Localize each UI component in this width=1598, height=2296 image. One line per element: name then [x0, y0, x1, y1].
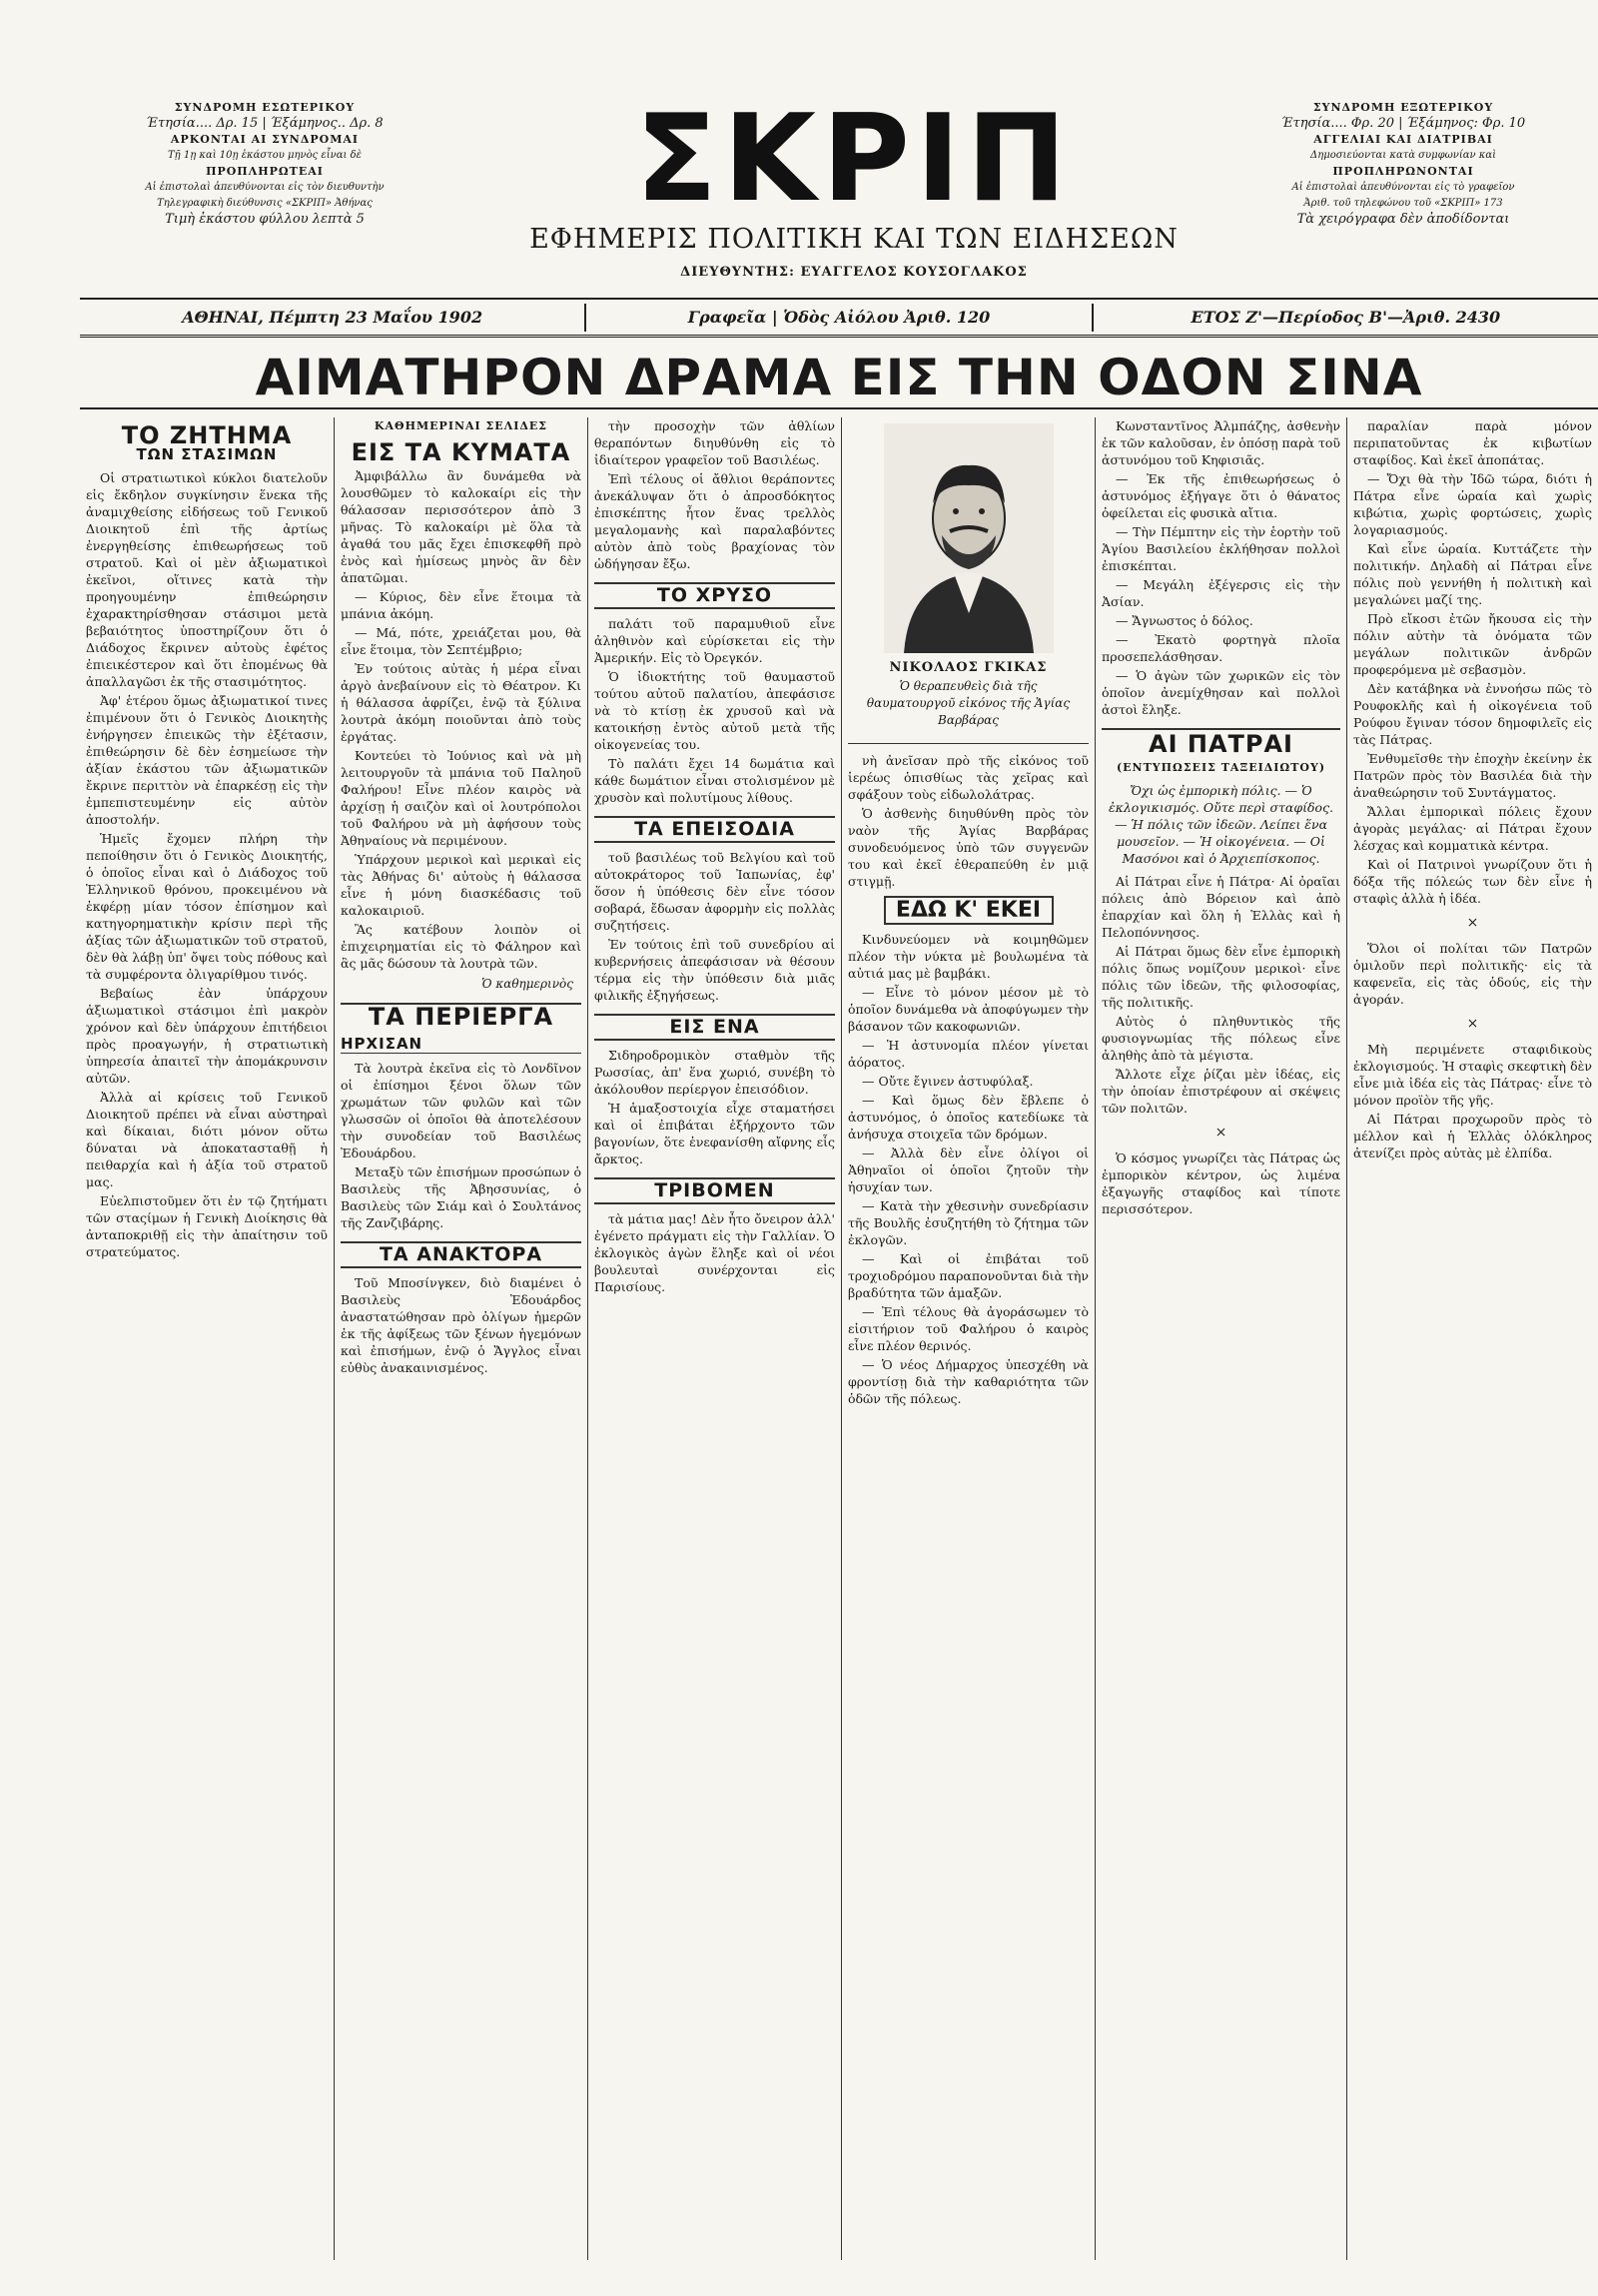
section-title: ΕΔΩ Κ' ΕΚΕΙ — [884, 896, 1054, 925]
paragraph: παλάτι τοῦ παραμυθιοῦ εἶνε ἀληθινὸν καὶ εὑρίσκεται εἰς τὴν Ἀμερικήν. Εἰς τὸ Ὀρεγκόν. — [594, 616, 835, 665]
column-5 — [1095, 417, 1346, 2260]
article-title: ΤΟ ΖΗΤΗΜΑ — [121, 421, 293, 449]
ads-line: Δημοσιεύονται κατὰ συμφωνίαν καὶ — [1310, 150, 1496, 161]
paragraph: Μὴ περιμένετε σταφιδικοὺς ἐκλογισμούς. Ἡ σταφὶς σκεφτικὴ δὲν εἶνε μιὰ ἰδέα εἰς τὰς Πάτρας· εἶνε τὸ μόνον προϊὸν τῆς γῆς. — [1353, 1042, 1592, 1108]
prepaid-label: ΠΡΟΠΛΗΡΩΤΕΑΙ — [206, 165, 324, 178]
paragraph: — Μά, πότε, χρειάζεται μου, θὰ εἶνε ἕτοιμα, τὸν Σεπτέμβριο; — [341, 625, 581, 657]
paragraph: — Καὶ οἱ ἐπιβάται τοῦ τροχιοδρόμου παραπονοῦνται διὰ τὴν βραδύτητα τῶν ἁμαξῶν. — [848, 1251, 1089, 1300]
paragraph: Ἐν τούτοις ἐπὶ τοῦ συνεδρίου αἱ κυβερνήσεις ἀπεφάσισαν νὰ θέσουν τέρμα εἰς τὴν ὑπόθεσιν διὰ μιᾶς φιλικῆς ἐξηγήσεως. — [594, 937, 835, 1003]
paragraph: τὰ μάτια μας! Δὲν ἦτο ὄνειρον ἀλλ' ἐγένετο πράγματι εἰς τὴν Γαλλίαν. Ὁ ἐκλογικὸς ἀγὼν ἔληξε καὶ οἱ νέοι βουλευταὶ συνέρχονται εἰς Παρισίους. — [594, 1211, 835, 1294]
paragraph: Εὐελπιστοῦμεν ὅτι ἐν τῷ ζητήματι τῶν σταςίμων ἡ Γενικὴ Διοίκησις θὰ ἀνταποκριθῇ εἰς τὴν ἀπαίτησιν τοῦ στρατεύματος. — [86, 1193, 328, 1259]
ads-header: ΑΓΓΕΛΙΑΙ ΚΑΙ ΔΙΑΤΡΙΒΑΙ — [1313, 133, 1493, 146]
column-1 — [80, 417, 334, 2260]
paragraph: Καὶ οἱ Πατρινοὶ γνωρίζουν ὅτι ἡ δόξα τῆς πόλεώς των δὲν εἶνε ἡ σταφὶς ἀλλὰ ἡ ἰδέα. — [1353, 857, 1592, 906]
paragraph: Δὲν κατάβηκα νὰ ἐννοήσω πῶς τὸ Ρουφοκλῆς καὶ ἡ οἰκογένεια τοῦ Ρούφου ἔγιναν τόσον δημοφιλεῖς εἰς τὰς Πάτρας. — [1353, 681, 1592, 747]
main-headline: ΑΙΜΑΤΗΡΟΝ ΔΡΑΜΑ ΕΙΣ ΤΗΝ ΟΔΟΝ ΣΙΝΑ — [80, 346, 1598, 409]
cross-separator-icon: × — [1466, 1016, 1479, 1032]
article-subtitle: ΤΩΝ ΣΤΑΣΙΜΩΝ — [136, 445, 278, 463]
paragraph: Ὅλοι οἱ πολίται τῶν Πατρῶν ὁμιλοῦν περὶ πολιτικῆς· εἰς τὰ καφενεῖα, εἰς τὰς ὁδούς, εἰς τὴν ἀγοράν. — [1353, 941, 1592, 1007]
paragraph: Ὁ κόσμος γνωρίζει τὰς Πάτρας ὡς ἐμπορικὸν κέντρον, ὡς λιμένα ἐξαγωγῆς σταφίδος καὶ τίποτε περισσότερον. — [1102, 1150, 1340, 1216]
subscription-header: ΣΥΝΔΡΟΜΗ ΕΣΩΤΕΡΙΚΟΥ — [174, 101, 356, 114]
paragraph: Βεβαίως ἐὰν ὑπάρχουν ἀξιωματικοὶ στάσιμοι ἐπὶ μακρὸν χρόνον καὶ δὲν ὑπάρχουν ἐπιτήδειοι πρὸς προαγωγήν, ἡ στρατιωτικὴ ὑπηρεσία ἀπαιτεῖ τὴν ἀπομάκρυνσιν αὐτῶν. — [86, 986, 328, 1086]
subscription-box-domestic — [80, 100, 449, 228]
paragraph: Ἐν τούτοις αὐτὰς ἡ μέρα εἶναι ἀργὸ ἀνεβαίνουν εἰς τὸ Θέατρον. Κι ἡ θάλασσα ἀφρίζει, ἐνῷ τὰ ξύλινα λουτρὰ ἀκόμη ποιοῦνται ἀπὸ τοὺς ἐργάτας. — [341, 661, 581, 744]
paragraph: Ὑπάρχουν μερικοὶ καὶ μερικαὶ εἰς τὰς Ἀθήνας δι' αὐτοὺς ἡ θάλασσα εἶνε ἡ μόνη διασκέδασις τοῦ καλοκαιριοῦ. — [341, 852, 581, 918]
portrait-illustration — [884, 423, 1054, 653]
section-subtitle: ΗΡΧΙΣΑΝ — [341, 1036, 581, 1054]
paragraph: Ἄλλαι ἐμπορικαὶ πόλεις ἔχουν ἀγορὰς μεγάλας· αἱ Πάτραι ἔχουν λέσχας καὶ κομματικὰ κέντρα. — [1353, 804, 1592, 853]
section-kicker: ΚΑΘΗΜΕΡΙΝΑΙ ΣΕΛΙΔΕΣ — [374, 419, 548, 432]
paragraph: Ἀφ' ἑτέρου ὅμως ἀξιωματικοί τινες ἐπιμένουν ὅτι ὁ Γενικὸς Διοικητὴς ἐνήργησεν ἐπιεικῶς τὴν ἐξέτασιν, ἐπιθεώρησιν δὲ δὲν ἐσημείωσε τὴν ἀξίαν ἑκάστου τῶν ἀξιωματικῶν ἔκρινε περιττὸν νὰ ἐπαρκέσῃ εἰς τὴν ἐμπεπιστευμένην εἰς αὐτὸν ἀποστολήν. — [86, 693, 328, 827]
signature: Ὁ καθημερινὸς — [481, 977, 573, 991]
portrait-caption-name: ΝΙΚΟΛΑΟΣ ΓΚΙΚΑΣ — [889, 660, 1048, 675]
paragraph: Σιδηροδρομικὸν σταθμὸν τῆς Ρωσσίας, ἀπ' ἕνα χωριό, συνέβη τὸ ἀκόλουθον περίεργον ἐπεισόδιον. — [594, 1048, 835, 1097]
subscription-ads-line: Τῇ 1ῃ καὶ 10ῃ ἑκάστου μηνὸς εἶναι δὲ — [168, 150, 362, 161]
section-title: ΤΟ ΧΡΥΣΟ — [594, 582, 835, 609]
masthead — [80, 90, 1598, 298]
title-block — [509, 90, 1198, 280]
paragraph: — Οὔτε ἔγινεν ἀστυφύλαξ. — [862, 1074, 1034, 1089]
paragraph: Αὐτὸς ὁ πληθυντικὸς τῆς φυσιογνωμίας τῆς πόλεως εἶνε ἀληθὴς ἀπὸ τὰ μέγιστα. — [1102, 1014, 1340, 1063]
paragraph: Ὁ ἀσθενὴς διηυθύνθη πρὸς τὸν ναὸν τῆς Ἁγίας Βαρβάρας συνοδευόμενος ὑπὸ τῶν συγγενῶν του καὶ ἐκεῖ ἐθεραπεύθη ἐν μιᾷ στιγμῇ. — [848, 806, 1089, 889]
paragraph: Κοντεύει τὸ Ἰούνιος καὶ νὰ μὴ λειτουργοῦν τὰ μπάνια τοῦ Παληοῦ Φαλήρου! Εἶνε πλέον καιρὸς νὰ ἀρχίσῃ ἡ σαιζὸν καὶ οἱ λουτρόπολοι τοῦ Φαλήρου νὰ μὴ ἀφήσουν τοὺς Ἀθηναίους νὰ περιμένουν. — [341, 748, 581, 848]
newspaper-subtitle: ΕΦΗΜΕΡΙΣ ΠΟΛΙΤΙΚΗ ΚΑΙ ΤΩΝ ΕΙΔΗΣΕΩΝ — [529, 224, 1179, 255]
paragraph: — Καὶ ὅμως δὲν ἔβλεπε ὁ ἀστυνόμος, ὁ ὁποῖος κατεδίωκε τὰ ἀνήσυχα στοιχεῖα τῶν δρόμων. — [848, 1093, 1089, 1142]
section-title: ΕΙΣ ΕΝΑ — [594, 1014, 835, 1041]
letters-note: Αἱ ἐπιστολαὶ ἀπευθύνονται εἰς τὸν διευθυντὴν — [145, 182, 385, 193]
paragraph: Μεταξὺ τῶν ἐπισήμων προσώπων ὁ Βασιλεὺς τῆς Ἀβησσυνίας, ὁ Βασιλεὺς τῶν Σιάμ καὶ ὁ Σουλτάνος τῆς Ζανζιβάρης. — [341, 1164, 581, 1230]
portrait-caption: Ὁ θεραπευθεὶς διὰ τῆς θαυματουργοῦ εἰκόνος τῆς Ἁγίας Βαρβάρας — [866, 679, 1071, 727]
paragraph: Ἐνθυμεῖσθε τὴν ἐποχὴν ἐκείνην ἐκ Πατρῶν πρὸς τὸν Βασιλέα διὰ τὴν ἀναθεώρησιν τοῦ Συντάγματος. — [1353, 751, 1592, 800]
issue-price: Τιμὴ ἑκάστου φύλλου λεπτὰ 5 — [165, 212, 365, 227]
paragraph: Τὸ παλάτι ἔχει 14 δωμάτια καὶ κάθε δωμάτιον εἶναι στολισμένον μὲ χρυσὸν καὶ πολυτίμους λίθους. — [594, 756, 835, 805]
telegraph-note: Τηλεγραφικὴ διεύθυνσις «ΣΚΡΙΠ» Ἀθήνας — [157, 198, 373, 209]
dateline — [80, 298, 1598, 338]
letters-note: Αἱ ἐπιστολαὶ ἀπευθύνονται εἰς τὸ γραφεῖον — [1291, 182, 1515, 193]
paragraph: — Κύριος, δὲν εἶνε ἕτοιμα τὰ μπάνια ἀκόμη. — [341, 589, 581, 621]
paragraph: — Ἡ ἀστυνομία πλέον γίνεται ἀόρατος. — [848, 1038, 1089, 1070]
cross-separator-icon: × — [1466, 915, 1479, 931]
issue-date: ΑΘΗΝΑΙ, Πέμπτη 23 Μαΐου 1902 — [182, 308, 483, 327]
paragraph: τὴν προσοχὴν τῶν ἀθλίων θεραπόντων διηυθύνθη εἰς τὸ ἰδιαίτερον γραφεῖον τοῦ Βασιλέως. — [594, 418, 835, 467]
paragraph: Ἂς κατέβουν λοιπὸν οἱ ἐπιχειρηματίαι εἰς τὸ Φάληρον καὶ ἂς μᾶς δώσουν τὰ λουτρὰ τῶν. — [341, 922, 581, 971]
paragraph: Ἀμφιβάλλω ἂν δυνάμεθα νὰ λουσθῶμεν τὸ καλοκαίρι εἰς τὴν θάλασσαν περισσότερον ἀπὸ 3 μῆνας. Τὸ καλοκαίρι μὲ ὅλα τὰ ἀγαθά του μᾶς ἔχει ἐπισκεφθῆ πρὸ ἐνὸς καὶ ἡμίσεως μηνὸς ἂν δὲν ἀπατῶμαι. — [341, 468, 581, 585]
paragraph: — Ὁ νέος Δήμαρχος ὑπεσχέθη νὰ φροντίσῃ διὰ τὴν καθαριότητα τῶν ὁδῶν τῆς πόλεως. — [848, 1357, 1089, 1406]
paragraph: — Ἐκατὸ φορτηγὰ πλοῖα προσεπελάσθησαν. — [1102, 632, 1340, 664]
editor-line: ΔΙΕΥΘΥΝΤΗΣ: ΕΥΑΓΓΕΛΟΣ ΚΟΥΣΟΓΛΑΚΟΣ — [680, 265, 1028, 280]
paragraph: — Ὁ ἀγὼν τῶν χωρικῶν εἰς τὸν ὁποῖον ἀνεμίχθησαν καὶ πολλοὶ ἀστοὶ ἔληξε. — [1102, 668, 1340, 717]
article-lead: Ὄχι ὡς ἐμπορικὴ πόλις. — Ὁ ἐκλογικισμός. Οὔτε περὶ σταφίδος. — Ἡ πόλις τῶν ἰδεῶν. Λείπει ἕνα μουσεῖον. — Ἡ οἰκογένεια. — Οἱ Μασόνοι καὶ ὁ Ἀρχιεπίσκοπος. — [1108, 783, 1334, 866]
paragraph: Τὰ λουτρὰ ἐκεῖνα εἰς τὸ Λονδῖνον οἱ ἐπίσημοι ξένοι ὅλων τῶν χρωμάτων τῶν φυλῶν καὶ τῶν γλωσσῶν οἱ ὁποῖοι θὰ ἀποτελέσουν τὴν συνοδείαν τοῦ Βασιλέως Ἐδουάρδου. — [341, 1061, 581, 1160]
paragraph: Τοῦ Μποσίνγκεν, διὸ διαμένει ὁ Βασιλεὺς Ἐδουάρδος ἀναστατώθησαν πρὸ ὀλίγων ἡμερῶν ἐκ τῆς ἀφίξεως τῶν ξένων ἡγεμόνων καὶ ἐπισήμων, ἐνῷ ὁ Ἄγγλος εἶναι εὐθὺς ἀνακαινισμένος. — [341, 1275, 581, 1375]
paragraph: νὴ ἀνεῖσαν πρὸ τῆς εἰκόνος τοῦ ἱερέως ὁπισθίως τὰς χεῖρας καὶ σφάξουν τοὺς εἰδωλολάτρας. — [848, 753, 1089, 802]
manuscripts-note: Τὰ χειρόγραφα δὲν ἀποδίδονται — [1296, 212, 1510, 227]
paragraph: — Ἄγνωστος ὁ δόλος. — [1116, 613, 1253, 628]
subscription-header: ΣΥΝΔΡΟΜΗ ΕΞΩΤΕΡΙΚΟΥ — [1312, 101, 1494, 114]
paragraph: — Ἐκ τῆς ἐπιθεωρήσεως ὁ ἀστυνόμος ἐξήγαγε ὅτι ὁ θάνατος ὀφείλεται εἰς φυσικὰ αἴτια. — [1102, 471, 1340, 520]
paragraph: Οἱ στρατιωτικοὶ κύκλοι διατελοῦν εἰς ἔκδηλον συγκίνησιν ἕνεκα τῆς ἀναμιχθείσης εἰδήσεως τοῦ Γενικοῦ Διοικητοῦ ἐπὶ τῆς ἀρτίως ἐνεργηθείσης ἐπιθεωρήσεως τοῦ στρατοῦ. Καὶ οἱ μὲν ἀξιωματικοὶ ἐκεῖνοι, οἵτινες κατὰ τὴν προηγουμένην ἐπιθεώρησιν ἐχαρακτηρίσθησαν στάσιμοι μετὰ βεβαιότητος ὑποστηρίζουν ὅτι ὁ Διάδοχος ἔκρινεν αὐτοὺς ἐφέτος ἐπιεικέστερον καὶ ὅτι ἐπομένως θὰ ἀπαλλαγῶσι ἐκ τῆς στασιμότητος. — [86, 470, 328, 689]
subscription-rates: Έτησία.... Δρ. 15 | Έξάμηνος.. Δρ. 8 — [146, 116, 384, 131]
paragraph: — Εἶνε τὸ μόνον μέσον μὲ τὸ ὁποῖον δυνάμεθα νὰ ἀποφύγωμεν τὴν βάσανον τῶν κακοφωνιῶν. — [848, 985, 1089, 1034]
paragraph: Αἱ Πάτραι ὅμως δὲν εἶνε ἐμπορικὴ πόλις ὅπως νομίζουν μερικοὶ· εἶνε πόλις τῶν ἰδεῶν, τῆς φιλοσοφίας, τῆς πολιτικῆς. — [1102, 944, 1340, 1010]
paragraph: τοῦ βασιλέως τοῦ Βελγίου καὶ τοῦ αὐτοκράτορος τοῦ Ἰαπωνίας, ἐφ' ὅσον ἡ ὑπόθεσις δὲν εἶνε τόσον σοβαρά, ἔδωσαν ἀφορμὴν εἰς πολλὰς συζητήσεις. — [594, 850, 835, 933]
paragraph: Καὶ εἶνε ὡραία. Κυττάζετε τὴν πολιτικήν. Δηλαδὴ αἱ Πάτραι εἶνε πόλις ποὺ γεννήθη ἡ πολιτικὴ καὶ μεγαλώνει μαζί της. — [1353, 541, 1592, 607]
paragraph: Ὁ ἰδιοκτήτης τοῦ θαυμαστοῦ τούτου αὐτοῦ παλατίου, ἀπεφάσισε νὰ τὸ κτίσῃ ἐκ χρυσοῦ καὶ νὰ κατοικήσῃ ἐντὸς αὐτοῦ μετὰ τῆς οἰκογενείας του. — [594, 669, 835, 752]
section-title: ΑΙ ΠΑΤΡΑΙ — [1102, 728, 1340, 753]
section-title: ΤΑ ΑΝΑΚΤΟΡΑ — [341, 1241, 581, 1268]
section-title: ΤΑ ΠΕΡΙΕΡΓΑ — [341, 1003, 581, 1026]
divider — [848, 743, 1089, 744]
paragraph: Ἀλλὰ αἱ κρίσεις τοῦ Γενικοῦ Διοικητοῦ πρέπει νὰ εἶναι αὐστηραὶ καὶ δίκαιαι, διότι μόνον οὕτω δύναται νὰ ἀποκατασταθῇ ἡ πειθαρχία καὶ ἡ ἀξία τοῦ στρατοῦ μας. — [86, 1090, 328, 1189]
section-title: ΤΑ ΕΠΕΙΣΟΔΙΑ — [594, 816, 835, 843]
paragraph: — Τὴν Πέμπτην εἰς τὴν ἑορτὴν τοῦ Ἁγίου Βασιλείου ἐκλήθησαν πολλοὶ ἐπισκέπται. — [1102, 524, 1340, 573]
paragraph: Κινδυνεύομεν νὰ κοιμηθῶμεν πλέον τὴν νύκτα μὲ βουλωμένα τὰ αὐτιά μας μὲ βαμβάκι. — [848, 932, 1089, 981]
portrait-engraving — [884, 423, 1054, 653]
office-address: Γραφεῖα | Ὁδὸς Αἰόλου Ἀριθ. 120 — [687, 308, 991, 327]
paragraph: Αἱ Πάτραι εἶνε ἡ Πάτρα· Αἱ ὀραῖαι πόλεις ἀπὸ Βόρειον καὶ ἀπὸ ἐπαρχίαν καὶ ὅλη ἡ Ἑλλὰς καὶ ἡ Πελοπόννησος. — [1102, 874, 1340, 940]
cross-separator-icon: × — [1214, 1125, 1227, 1141]
paragraph: Πρὸ εἴκοσι ἐτῶν ἤκουσα εἰς τὴν πόλιν αὐτὴν τὰ ὀνόματα τῶν μεγάλων πολιτικῶν ἀνδρῶν προφερόμενα μὲ σεβασμὸν. — [1353, 611, 1592, 677]
section-kicker: (ΕΝΤΥΠΩΣΕΙΣ ΤΑΞΕΙΔΙΩΤΟΥ) — [1116, 761, 1326, 774]
article-title: ΕΙΣ ΤΑ ΚΥΜΑΤΑ — [351, 438, 571, 466]
paragraph: — Κατὰ τὴν χθεσινὴν συνεδρίασιν τῆς Βουλῆς ἐσυζητήθη τὸ ζήτημα τῶν ἐκλογῶν. — [848, 1198, 1089, 1247]
column-2 — [334, 417, 587, 2260]
paragraph: — Ὄχι θὰ τὴν Ἰδῶ τώρα, διότι ἡ Πάτρα εἶνε ὡραία καὶ χωρὶς κιβώτια, χωρὶς φορτώσεις, χωρὶς λογαριασμούς. — [1353, 471, 1592, 537]
column-6 — [1346, 417, 1598, 2260]
newspaper-title: ΣΚΡΙΠ — [635, 90, 1073, 229]
paragraph: Αἱ Πάτραι προχωροῦν πρὸς τὸ μέλλον καὶ ἡ Ἑλλὰς ὁλόκληρος ἀτενίζει πρὸς αὐτὰς μὲ ἐλπίδα. — [1353, 1112, 1592, 1160]
issue-number: ΕΤΟΣ Ζ'—Περίοδος Β'—Ἀριθ. 2430 — [1191, 308, 1501, 327]
paragraph: Ἐπὶ τέλους οἱ ἄθλιοι θεράποντες ἀνεκάλυψαν ὅτι ὁ ἀπροσδόκητος ἐπισκέπτης ἦτον ἕνας τρελλὸς μεγαλομανὴς καὶ παραλαβόντες αὐτὸν ἀπὸ τοὺς βραχίονας τὸν ὡδήγησαν ἔξω. — [594, 471, 835, 571]
subscription-ads-header: ΑΡΚΟΝΤΑΙ ΑΙ ΣΥΝΔΡΟΜΑΙ — [170, 133, 360, 146]
paragraph: — Ἐπὶ τέλους θὰ ἀγοράσωμεν τὸ εἰσιτήριον τοῦ Φαλήρου ὁ καιρὸς εἶνε πλέον θερινός. — [848, 1304, 1089, 1353]
column-3 — [587, 417, 841, 2260]
paragraph: Ἡ ἁμαξοστοιχία εἶχε σταματήσει καὶ οἱ ἐπιβάται ἐξήρχοντο τῶν βαγονίων, ὅτε ἐνεφανίσθη αἴφνης εἷς ἄρκτος. — [594, 1101, 835, 1166]
paragraph: Ἡμεῖς ἔχομεν πλήρη τὴν πεποίθησιν ὅτι ὁ Γενικὸς Διοικητής, ὁ ὁποῖος εἶναι καὶ ὁ Διάδοχος τοῦ Ἑλληνικοῦ θρόνου, προκειμένου νὰ ἐκφέρῃ μίαν τόσον ἐπίσημον καὶ κατηγορηματικὴν κρίσιν περὶ τῆς ἀξίας τῶν ἀξιωματικῶν τοῦ στρατοῦ, δὲν θὰ λάβῃ ὑπ' ὄψει τοὺς πόθους καὶ τὰ συμφέροντα ὀλιγαρίθμου τινός. — [86, 831, 328, 982]
paragraph: παραλίαν παρὰ μόνον περιπατοῦντας ἐκ κιβωτίων σταφίδος. Καὶ ἐκεῖ ἀποπάτας. — [1353, 418, 1592, 467]
paragraph: — Μεγάλη ἐξέγερσις εἰς τὴν Ἀσίαν. — [1102, 577, 1340, 609]
paragraph: — Ἀλλὰ δὲν εἶνε ὀλίγοι οἱ Ἀθηναῖοι οἱ ὁποῖοι ζητοῦν τὴν ἡσυχίαν των. — [848, 1146, 1089, 1194]
telephone-note: Ἀριθ. τοῦ τηλεφώνου τοῦ «ΣΚΡΙΠ» 173 — [1303, 198, 1503, 209]
subscription-rates: Έτησία.... Φρ. 20 | Έξάμηνος: Φρ. 10 — [1280, 116, 1526, 131]
subscription-box-foreign — [1218, 100, 1588, 228]
paragraph: Κωνσταντῖνος Ἀλμπάζης, ἀσθενὴν ἐκ τῶν καλοῦσαν, ἐν ὁπόσῃ παρὰ τοῦ ἀστυνόμου τοῦ Κηφισιᾶς. — [1102, 418, 1340, 467]
prepaid-label: ΠΡΟΠΛΗΡΩΝΟΝΤΑΙ — [1332, 165, 1474, 178]
section-title: ΤΡΙΒΟΜΕΝ — [594, 1177, 835, 1204]
column-4 — [841, 417, 1095, 2260]
paragraph: Ἄλλοτε εἶχε ῥίζαι μὲν ἰδέας, εἰς τὴν ὁποίαν ἐπιστρέφουν αἱ σκέψεις τῶν πολιτῶν. — [1102, 1067, 1340, 1116]
